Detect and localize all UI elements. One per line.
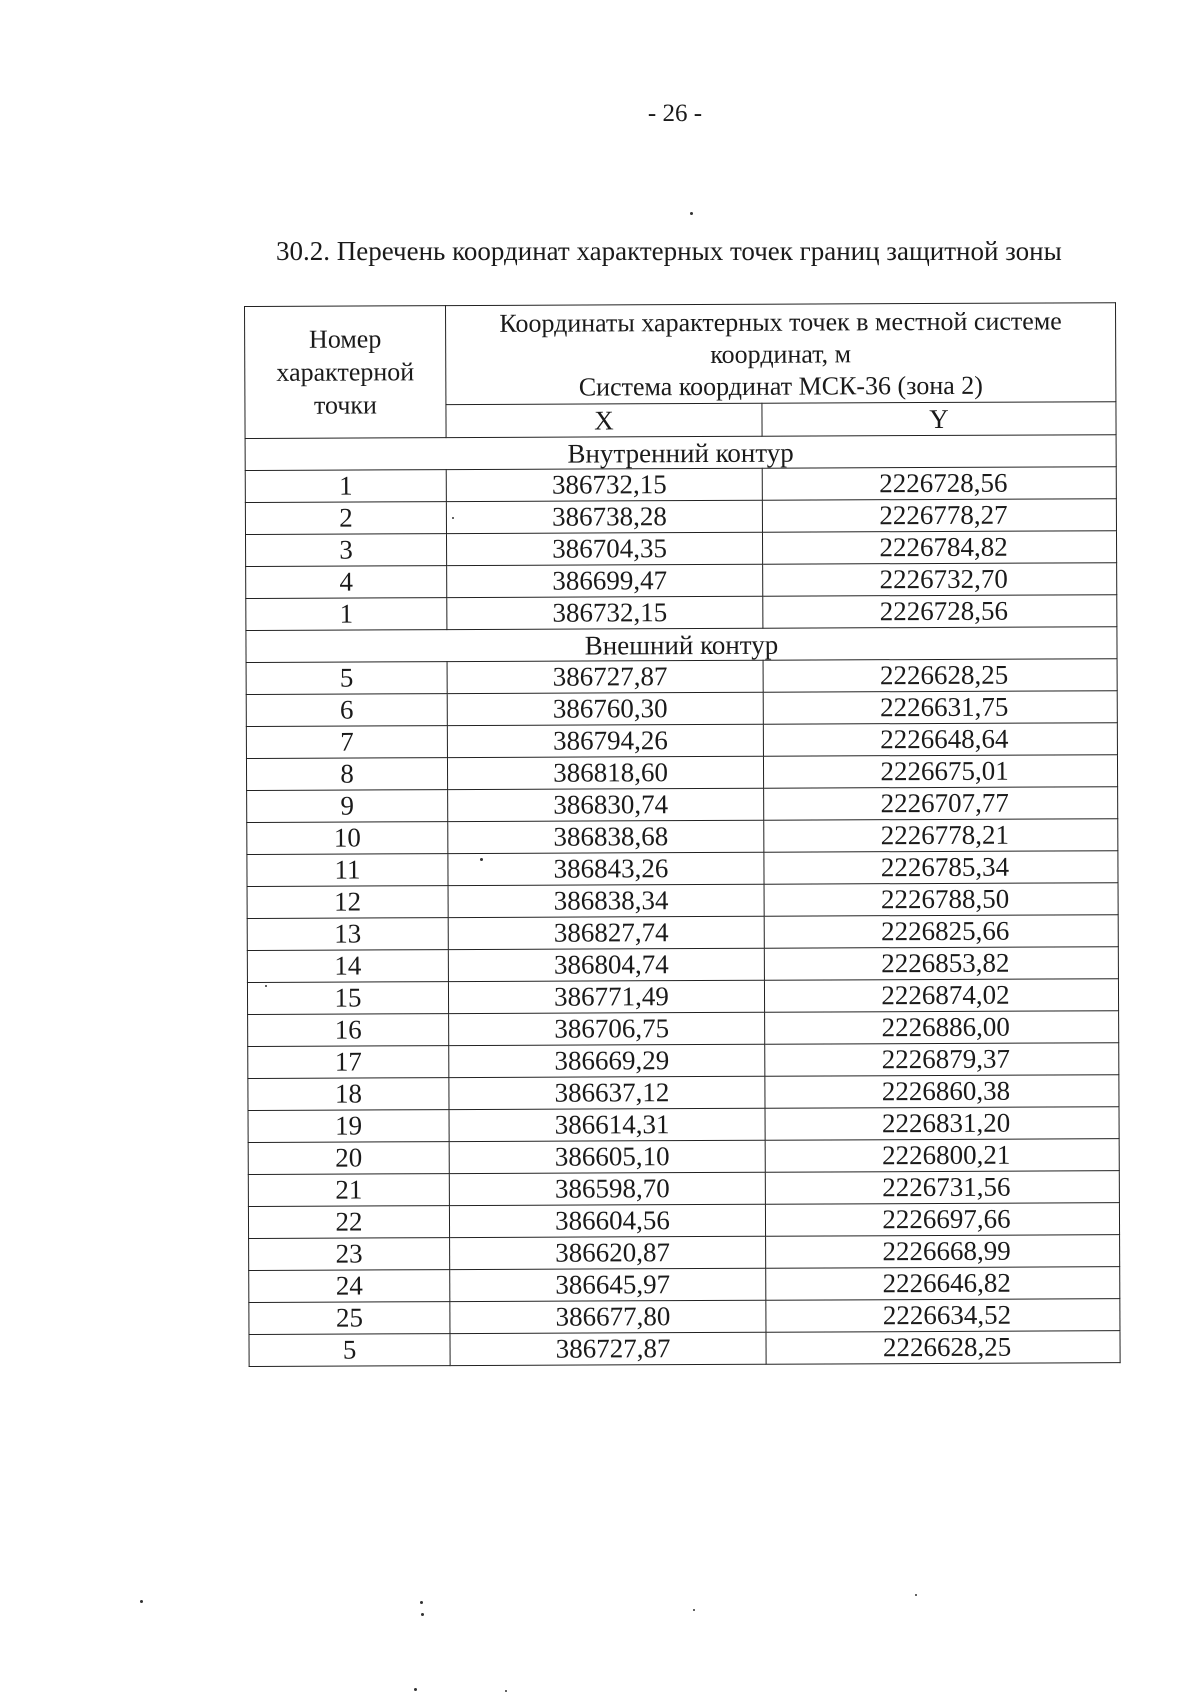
y-coordinate-cell: 2226879,37	[765, 1043, 1119, 1077]
x-coordinate-cell: 386604,56	[449, 1204, 765, 1237]
x-coordinate-cell: 386706,75	[449, 1012, 765, 1045]
y-coordinate-cell: 2226648,64	[763, 723, 1117, 757]
point-number-cell: 6	[246, 694, 447, 727]
point-number-cell: 10	[247, 822, 448, 855]
y-coordinate-cell: 2226784,82	[762, 531, 1116, 565]
table-row	[247, 947, 1118, 983]
section-title-cell: Внешний контур	[246, 627, 1117, 663]
header-coordinates-title: Координаты характерных точек в местной системе координат, м	[499, 306, 1062, 369]
section-row	[245, 435, 1116, 471]
x-coordinate-cell: 386838,68	[448, 820, 764, 853]
point-number-cell: 24	[249, 1270, 450, 1303]
y-coordinate-cell: 2226785,34	[764, 851, 1118, 885]
table-row	[249, 1331, 1120, 1367]
point-number-cell: 9	[247, 790, 448, 823]
y-coordinate-cell: 2226697,66	[765, 1203, 1119, 1237]
y-coordinate-cell: 2226668,99	[766, 1235, 1120, 1269]
scan-speck	[480, 858, 483, 861]
x-coordinate-cell: 386818,60	[447, 756, 763, 789]
y-coordinate-cell: 2226778,27	[762, 499, 1116, 533]
point-number-cell: 16	[248, 1014, 449, 1047]
point-number-cell: 25	[249, 1302, 450, 1335]
scan-speck	[693, 1609, 695, 1611]
x-coordinate-cell: 386727,87	[447, 660, 763, 693]
table-row	[245, 499, 1116, 535]
x-coordinate-cell: 386771,49	[448, 980, 764, 1013]
scan-speck	[414, 1688, 417, 1691]
y-coordinate-cell: 2226728,56	[763, 595, 1117, 629]
point-number-cell: 18	[248, 1078, 449, 1111]
table-row	[247, 979, 1118, 1015]
table-row	[249, 1299, 1120, 1335]
table-row	[247, 883, 1118, 919]
y-coordinate-cell: 2226860,38	[765, 1075, 1119, 1109]
point-number-cell: 20	[248, 1142, 449, 1175]
table-header	[245, 303, 1117, 439]
page-number: - 26 -	[647, 100, 703, 127]
table-row	[248, 1139, 1119, 1175]
x-coordinate-cell: 386677,80	[450, 1300, 766, 1333]
section-row	[246, 627, 1117, 663]
point-number-cell: 19	[248, 1110, 449, 1143]
header-x: X	[446, 403, 762, 437]
x-coordinate-cell: 386598,70	[449, 1172, 765, 1205]
y-coordinate-cell: 2226778,21	[764, 819, 1118, 853]
section-title: 30.2. Перечень координат характерных точек границ защитной зоны	[276, 236, 1062, 266]
point-number-cell: 13	[247, 918, 448, 951]
scan-speck	[505, 1690, 507, 1692]
y-coordinate-cell: 2226886,00	[765, 1011, 1119, 1045]
y-coordinate-cell: 2226853,82	[764, 947, 1118, 981]
table-row	[248, 1107, 1119, 1143]
table-row	[248, 1203, 1119, 1239]
scan-speck	[421, 1613, 424, 1616]
table-row	[249, 1235, 1120, 1271]
x-coordinate-cell: 386804,74	[448, 948, 764, 981]
table-row	[245, 531, 1116, 567]
point-number-cell: 22	[248, 1206, 449, 1239]
table-body	[245, 435, 1120, 1367]
x-coordinate-cell: 386669,29	[449, 1044, 765, 1077]
x-coordinate-cell: 386732,15	[446, 468, 762, 501]
table-row	[247, 787, 1118, 823]
point-number-cell: 12	[247, 886, 448, 919]
point-number-cell: 8	[246, 758, 447, 791]
point-number-cell: 1	[245, 470, 446, 503]
x-coordinate-cell: 386699,47	[447, 564, 763, 597]
x-coordinate-cell: 386827,74	[448, 916, 764, 949]
y-coordinate-cell: 2226732,70	[763, 563, 1117, 597]
x-coordinate-cell: 386645,97	[450, 1268, 766, 1301]
table-row	[247, 851, 1118, 887]
table-row	[246, 723, 1117, 759]
table-row	[248, 1171, 1119, 1207]
x-coordinate-cell: 386704,35	[446, 532, 762, 565]
point-number-cell: 7	[246, 726, 447, 759]
point-number-cell: 17	[248, 1046, 449, 1079]
header-y: Y	[762, 402, 1116, 437]
x-coordinate-cell: 386794,26	[447, 724, 763, 757]
y-coordinate-cell: 2226788,50	[764, 883, 1118, 917]
point-number-cell: 4	[246, 566, 447, 599]
x-coordinate-cell: 386637,12	[449, 1076, 765, 1109]
point-number-cell: 14	[247, 950, 448, 983]
header-coordinates	[446, 303, 1116, 405]
scan-speck	[690, 212, 693, 215]
point-number-cell: 5	[246, 662, 447, 695]
header-point-number: Номер характерной точки	[245, 306, 447, 439]
table-row	[246, 595, 1117, 631]
x-coordinate-cell: 386843,26	[448, 852, 764, 885]
y-coordinate-cell: 2226628,25	[763, 659, 1117, 693]
x-coordinate-cell: 386605,10	[449, 1140, 765, 1173]
table-row	[246, 659, 1117, 695]
table-row	[248, 1043, 1119, 1079]
x-coordinate-cell: 386760,30	[447, 692, 763, 725]
table-row	[245, 467, 1116, 503]
x-coordinate-cell: 386614,31	[449, 1108, 765, 1141]
y-coordinate-cell: 2226728,56	[762, 467, 1116, 501]
x-coordinate-cell: 386738,28	[446, 500, 762, 533]
x-coordinate-cell: 386732,15	[447, 596, 763, 629]
y-coordinate-cell: 2226707,77	[764, 787, 1118, 821]
scan-speck	[265, 985, 267, 987]
table-row	[248, 1011, 1119, 1047]
y-coordinate-cell: 2226831,20	[765, 1107, 1119, 1141]
scan-speck	[420, 1601, 423, 1604]
scan-speck	[452, 517, 454, 519]
table-row	[247, 819, 1118, 855]
table-row	[246, 563, 1117, 599]
table-row	[249, 1267, 1120, 1303]
y-coordinate-cell: 2226646,82	[766, 1267, 1120, 1301]
y-coordinate-cell: 2226675,01	[763, 755, 1117, 789]
section-title-cell: Внутренний контур	[245, 435, 1116, 471]
y-coordinate-cell: 2226628,25	[766, 1331, 1120, 1365]
point-number-cell: 1	[246, 598, 447, 631]
point-number-cell: 5	[249, 1334, 450, 1367]
point-number-cell: 15	[247, 982, 448, 1015]
point-number-cell: 3	[245, 534, 446, 567]
table-row	[248, 1075, 1119, 1111]
x-coordinate-cell: 386727,87	[450, 1332, 766, 1365]
y-coordinate-cell: 2226800,21	[765, 1139, 1119, 1173]
table-row	[246, 755, 1117, 791]
scan-speck	[140, 1600, 143, 1603]
point-number-cell: 23	[249, 1238, 450, 1271]
y-coordinate-cell: 2226825,66	[764, 915, 1118, 949]
x-coordinate-cell: 386620,87	[450, 1236, 766, 1269]
x-coordinate-cell: 386830,74	[448, 788, 764, 821]
point-number-cell: 2	[245, 502, 446, 535]
point-number-cell: 21	[248, 1174, 449, 1207]
table-row	[247, 915, 1118, 951]
scan-speck	[915, 1594, 917, 1596]
coordinates-table	[244, 302, 1121, 1367]
y-coordinate-cell: 2226631,75	[763, 691, 1117, 725]
table-row	[246, 691, 1117, 727]
y-coordinate-cell: 2226634,52	[766, 1299, 1120, 1333]
y-coordinate-cell: 2226874,02	[764, 979, 1118, 1013]
x-coordinate-cell: 386838,34	[448, 884, 764, 917]
header-coordinate-system: Система координат МСК-36 (зона 2)	[578, 370, 983, 402]
point-number-cell: 11	[247, 854, 448, 887]
y-coordinate-cell: 2226731,56	[765, 1171, 1119, 1205]
